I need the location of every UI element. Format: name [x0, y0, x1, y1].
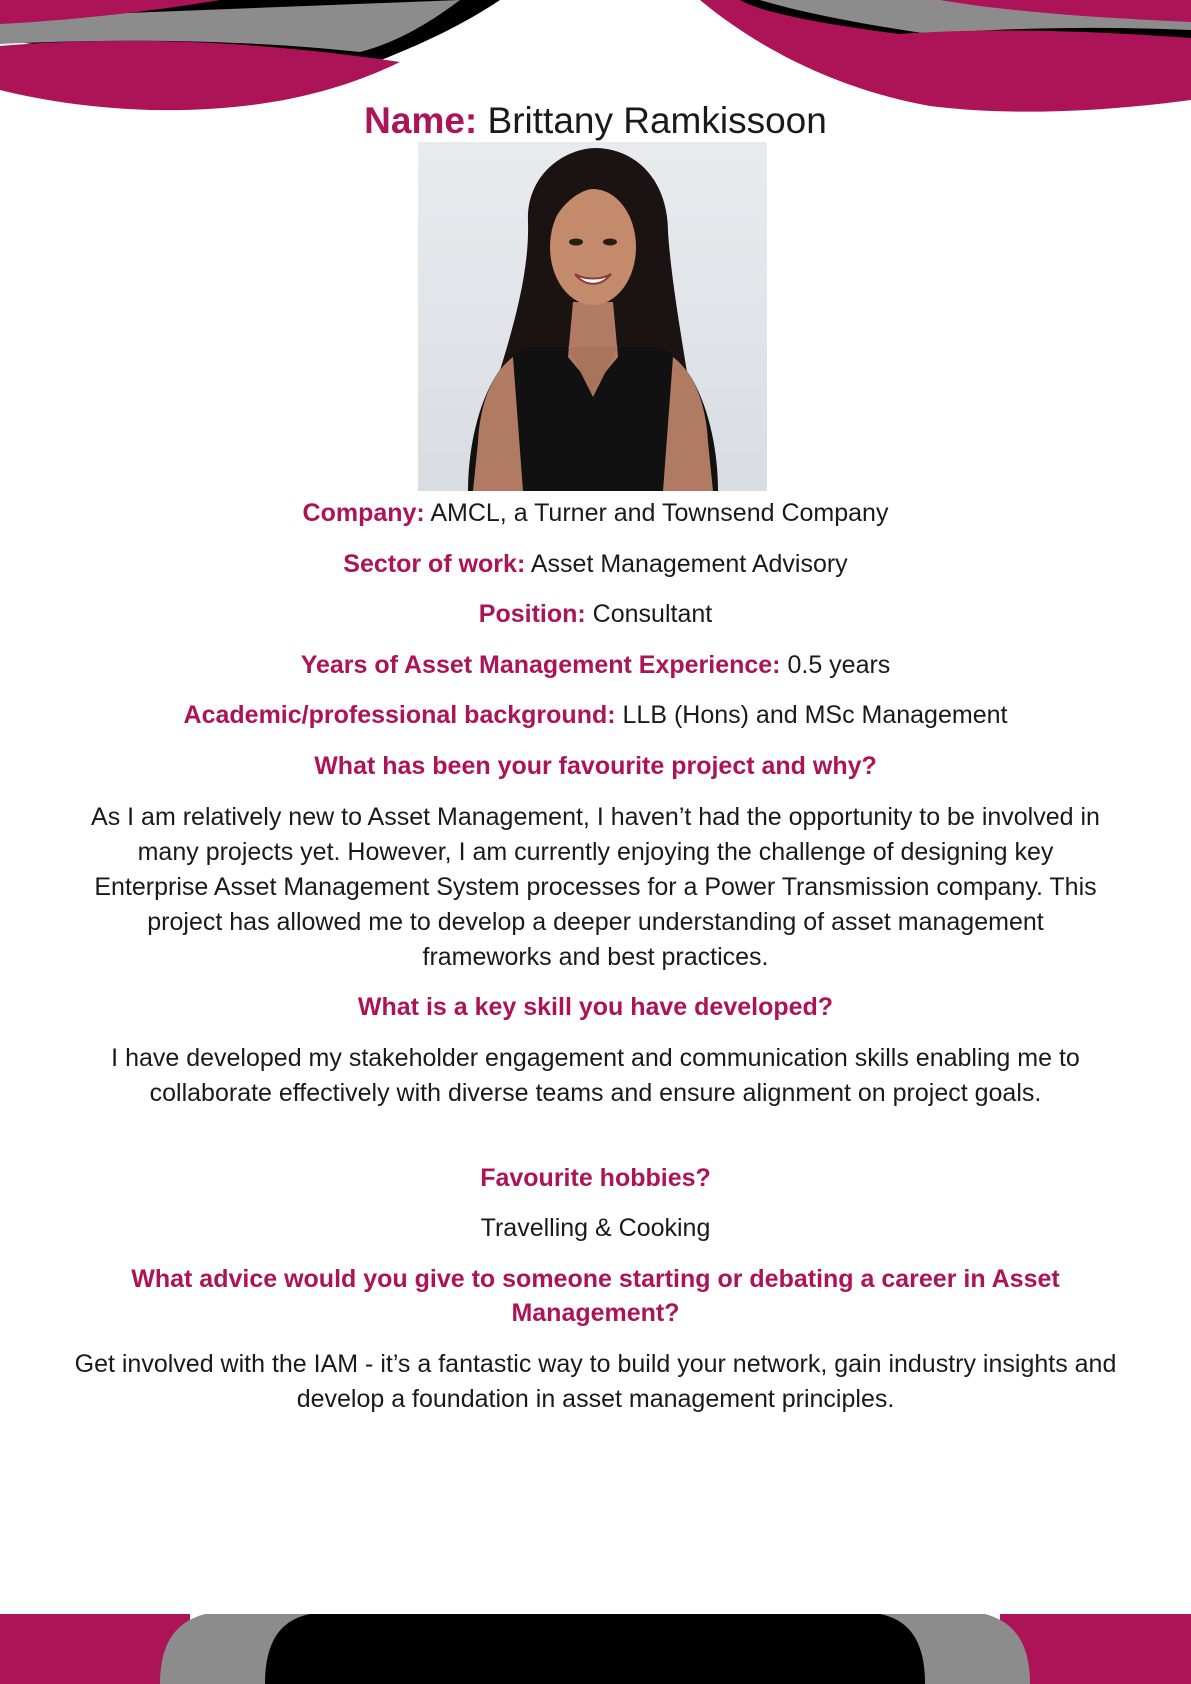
question-favourite-project: What has been your favourite project and why?: [314, 752, 877, 780]
question-hobbies: Favourite hobbies?: [480, 1164, 711, 1192]
field-sector: [0, 548, 1191, 580]
field-label: Company:: [302, 499, 425, 527]
answer-advice: Get involved with the IAM - it’s a fantastic way to build your network, gain industry insights and develop a foundation in asset management principles.: [74, 1350, 1117, 1413]
name-label: Name:: [364, 100, 478, 141]
field-label: Academic/professional background:: [183, 701, 616, 729]
answer-favourite-project: As I am relatively new to Asset Management, I haven’t had the opportunity to be involved in many projects yet. However, I am currently enjoying the challenge of designing key Enterprise Asset Management System processes for a Power Transmission company. This project has allowed me to develop a deeper understanding of asset management frameworks and best practices.: [91, 803, 1100, 971]
field-value: Asset Management Advisory: [530, 550, 848, 578]
name-heading: [0, 98, 1191, 144]
field-experience: [0, 649, 1191, 681]
profile-photo: [418, 142, 767, 491]
answer-key-skill: I have developed my stakeholder engagement and communication skills enabling me to collaborate effectively with diverse teams and ensure alignment on project goals.: [111, 1044, 1080, 1107]
question-key-skill: What is a key skill you have developed?: [357, 993, 834, 1021]
field-value: Consultant: [592, 600, 713, 628]
field-label: Sector of work:: [343, 550, 526, 578]
field-position: [0, 598, 1191, 630]
person-name: Brittany Ramkissoon: [487, 100, 827, 141]
answer-hobbies: Travelling & Cooking: [480, 1214, 711, 1242]
field-label: Years of Asset Management Experience:: [300, 651, 781, 679]
field-value: AMCL, a Turner and Townsend Company: [430, 499, 889, 527]
bottom-black-band: [265, 1614, 925, 1684]
field-value: LLB (Hons) and MSc Management: [622, 701, 1008, 729]
field-background: [0, 699, 1191, 731]
question-advice: What advice would you give to someone starting or debating a career in Asset Management?: [131, 1265, 1060, 1327]
field-value: 0.5 years: [787, 651, 891, 679]
bottom-banner-decoration: [0, 1614, 1191, 1684]
field-label: Position:: [478, 600, 586, 628]
field-company: [0, 497, 1191, 529]
